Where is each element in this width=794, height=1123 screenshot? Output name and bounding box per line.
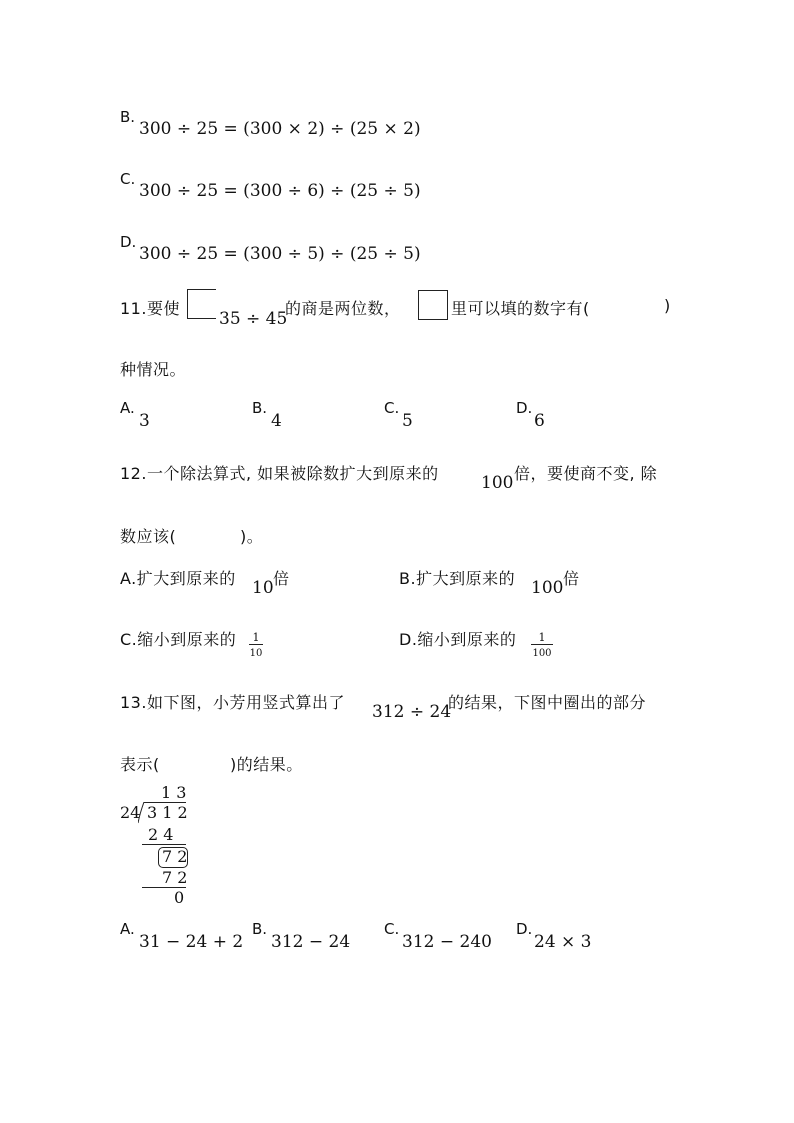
q12-line2-prefix: 数应该( (120, 527, 177, 546)
q12-option-c-frac-num: 1 (252, 631, 260, 644)
q11-option-d-label: D. (516, 399, 533, 417)
q11-option-a-value: 3 (139, 411, 150, 431)
division-dividend: 3 1 2 (147, 803, 188, 822)
q13-suffix: 的结果，下图中圈出的部分 (448, 693, 647, 712)
division-quotient: 1 3 (161, 783, 187, 802)
q11-option-d-value: 6 (534, 411, 545, 431)
q11-blank-box (418, 290, 448, 320)
q11-option-c-label: C. (384, 399, 400, 417)
q10-option-d-expr: 300 ÷ 25 = (300 ÷ 5) ÷ (25 ÷ 5) (139, 244, 421, 264)
q13-option-d-label: D. (516, 920, 533, 938)
q13-line2-suffix: )的结果。 (230, 755, 303, 774)
division-line-1 (142, 844, 186, 845)
division-step3: 7 2 (162, 868, 188, 887)
q12-option-d-frac-num: 1 (538, 631, 546, 644)
q11-blank-box-inline (187, 289, 216, 319)
q12-option-c-fraction (249, 632, 263, 660)
q11-prefix: 11.要使 (120, 299, 180, 318)
q10-option-c-label: C. (120, 170, 136, 188)
q13-option-a-value: 31 − 24 + 2 (139, 932, 244, 952)
q13-option-c-value: 312 − 240 (402, 932, 492, 952)
q11-close-paren: ) (664, 296, 671, 315)
division-divisor: 24 (120, 803, 141, 822)
q13-expr: 312 ÷ 24 (372, 702, 452, 722)
q12-option-c-frac-den: 10 (249, 648, 263, 659)
q12-option-a-num: 10 (252, 578, 274, 598)
q13-option-c-label: C. (384, 920, 400, 938)
q11-suffix: 里可以填的数字有( (451, 299, 590, 318)
long-division-figure (118, 780, 198, 910)
q12-option-d-fraction (531, 632, 553, 660)
q11-line2: 种情况。 (120, 360, 187, 379)
q12-option-c-text: C.缩小到原来的 (120, 630, 237, 649)
q13-line2-prefix: 表示( (120, 755, 160, 774)
q13-option-b-value: 312 − 24 (271, 932, 351, 952)
q11-option-b-label: B. (252, 399, 268, 417)
q11-option-b-value: 4 (271, 411, 282, 431)
q12-option-a-unit: 倍 (273, 569, 290, 588)
q13-option-b-label: B. (252, 920, 268, 938)
q13-option-d-value: 24 × 3 (534, 932, 592, 952)
q11-option-a-label: A. (120, 399, 135, 417)
q12-suffix: 倍，要使商不变, 除 (514, 464, 658, 483)
q10-option-d-label: D. (120, 233, 137, 251)
q12-prefix: 12.一个除法算式, 如果被除数扩大到原来的 (120, 464, 439, 483)
division-step1: 2 4 (148, 825, 174, 844)
q12-line2-suffix: )。 (240, 527, 264, 546)
q11-option-c-value: 5 (402, 411, 413, 431)
q10-option-c-expr: 300 ÷ 25 = (300 ÷ 6) ÷ (25 ÷ 5) (139, 181, 421, 201)
division-step2: 7 2 (162, 847, 188, 866)
fraction-bar (249, 644, 263, 645)
q13-prefix: 13.如下图，小芳用竖式算出了 (120, 693, 345, 712)
fraction-bar (531, 644, 553, 645)
q11-middle: 的商是两位数， (285, 299, 401, 318)
q12-option-b-unit: 倍 (563, 569, 580, 588)
q12-option-d-text: D.缩小到原来的 (399, 630, 517, 649)
q12-number: 100 (481, 473, 514, 493)
q11-expr: 35 ÷ 45 (219, 309, 288, 329)
q12-option-a-text: A.扩大到原来的 (120, 569, 236, 588)
q10-option-b-expr: 300 ÷ 25 = (300 × 2) ÷ (25 × 2) (139, 119, 421, 139)
q12-option-d-frac-den: 100 (532, 648, 552, 659)
q12-option-b-text: B.扩大到原来的 (399, 569, 516, 588)
q13-option-a-label: A. (120, 920, 135, 938)
q10-option-b-label: B. (120, 108, 136, 126)
division-remainder: 0 (174, 888, 185, 907)
q12-option-b-num: 100 (531, 578, 564, 598)
